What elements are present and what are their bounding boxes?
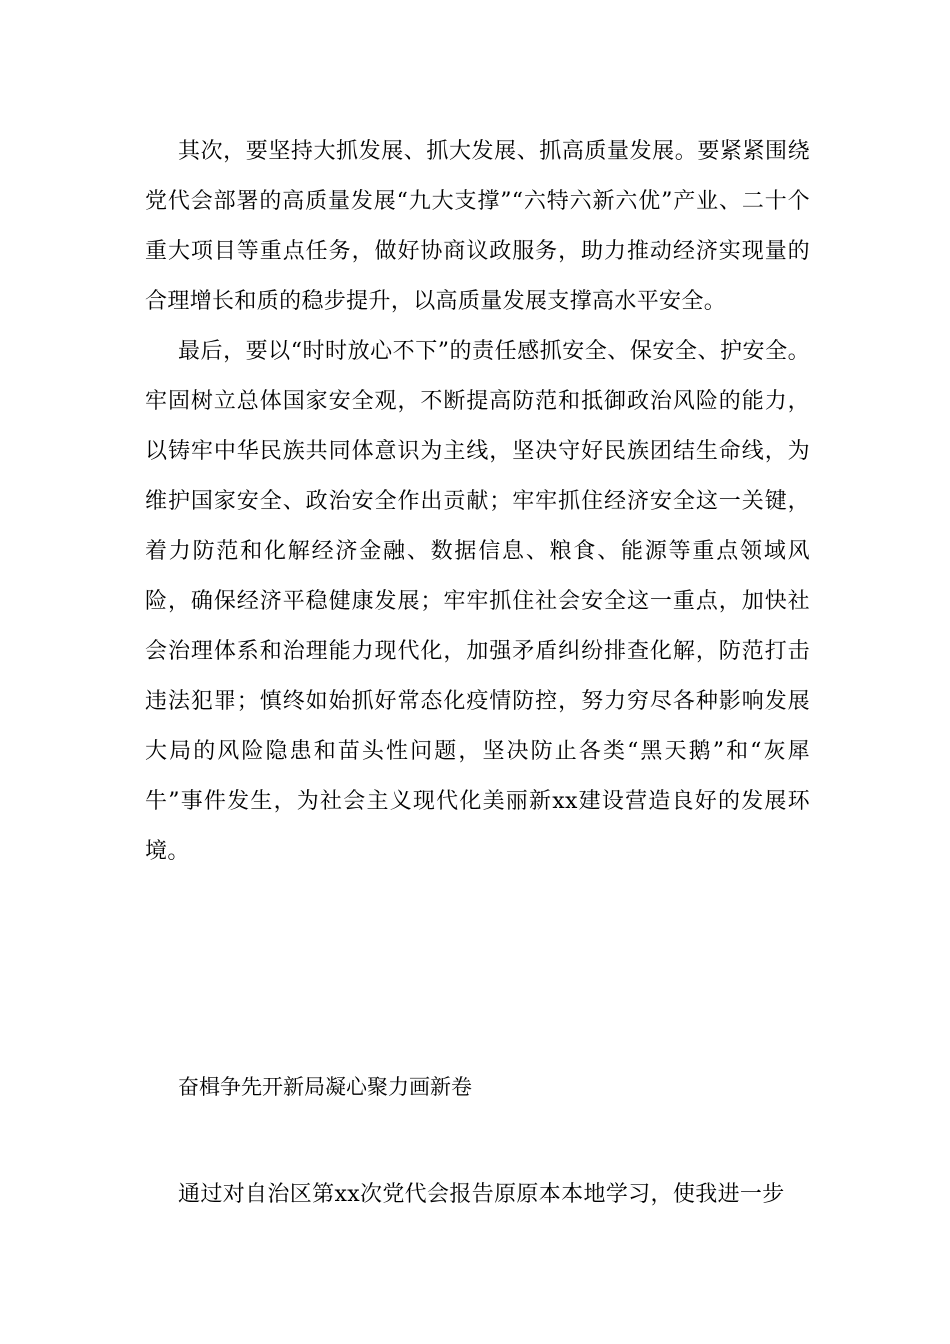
paragraph-development: 其次，要坚持大抓发展、抓大发展、抓高质量发展。要紧紧围绕党代会部署的高质量发展“九大支撑”“六特六新六优”产业、二十个重大项目等重点任务，做好协商议政服务，助力推动经济实现量的合理增长和质的稳步提升，以高质量发展支撑高水平安全。	[145, 139, 810, 314]
paragraph-security: 最后，要以“时时放心不下”的责任感抓安全、保安全、护安全。牢固树立总体国家安全观，不断提高防范和抵御政治风险的能力，以铸牢中华民族共同体意识为主线，坚决守好民族团结生命线，为维护国家安全、政治安全作出贡献；牢牢抓住经济安全这一关键，着力防范和化解经济金融、数据信息、粮食、能源等重点领域风险，确保经济平稳健康发展；牢牢抓住社会安全这一重点，加快社会治理体系和治理能力现代化，加强矛盾纠纷排查化解，防范打击违法犯罪；慎终如始抓好常态化疫情防控，努力穷尽各种影响发展大局的风险隐患和苗头性问题，坚决防止各类“黑天鹅”和“灰犀牛”事件发生，为社会主义现代化美丽新xx建设营造良好的发展环境。	[145, 339, 810, 864]
paragraph-study: 通过对自治区第xx次党代会报告原原本本地学习，使我进一步	[178, 1182, 785, 1207]
section-title: 奋楫争先开新局凝心聚力画新卷	[178, 1075, 472, 1099]
